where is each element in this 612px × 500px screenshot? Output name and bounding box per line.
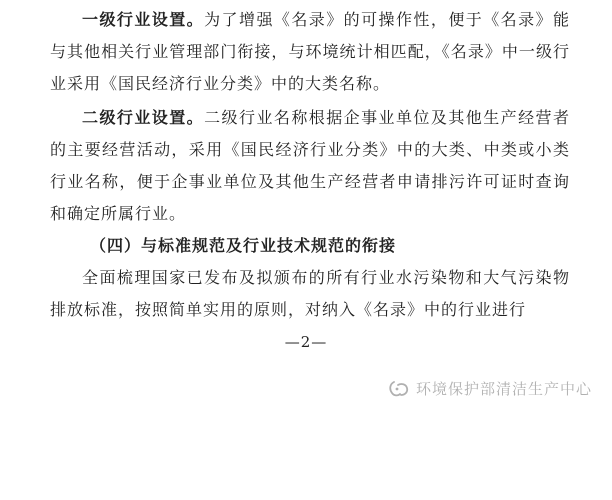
paragraph-standards [50, 262, 570, 326]
paragraph-body: 为了增强《名录》的可操作性，便于《名录》能与其他相关行业管理部门衔接，与环境统计相匹配，《名录》中一级行业采用《国民经济行业分类》中的大类名称。 [50, 10, 570, 93]
paragraph-heading: 一级行业设置。 [82, 10, 205, 29]
paragraph-body: 全面梳理国家已发布及拟颁布的所有行业水污染物和大气污染物排放标准，按照简单实用的原则，对纳入《名录》中的行业进行 [50, 268, 570, 319]
wechat-channel-icon [388, 379, 410, 399]
page-number: —2— [284, 333, 328, 351]
watermark-text: 环境保护部清洁生产中心 [415, 380, 592, 398]
watermark [388, 378, 592, 399]
paragraph-level2-industry [50, 102, 570, 230]
paragraph-body: 二级行业名称根据企事业单位及其他生产经营者的主要经营活动，采用《国民经济行业分类》中的大类、中类或小类行业名称，便于企事业单位及其他生产经营者申请排污许可证时查询和确定所属行业。 [50, 108, 570, 223]
paragraph-level1-industry [50, 4, 570, 100]
paragraph-heading: 二级行业设置。 [82, 108, 205, 127]
section-heading: （四）与标准规范及行业技术规范的衔接 [90, 236, 397, 255]
